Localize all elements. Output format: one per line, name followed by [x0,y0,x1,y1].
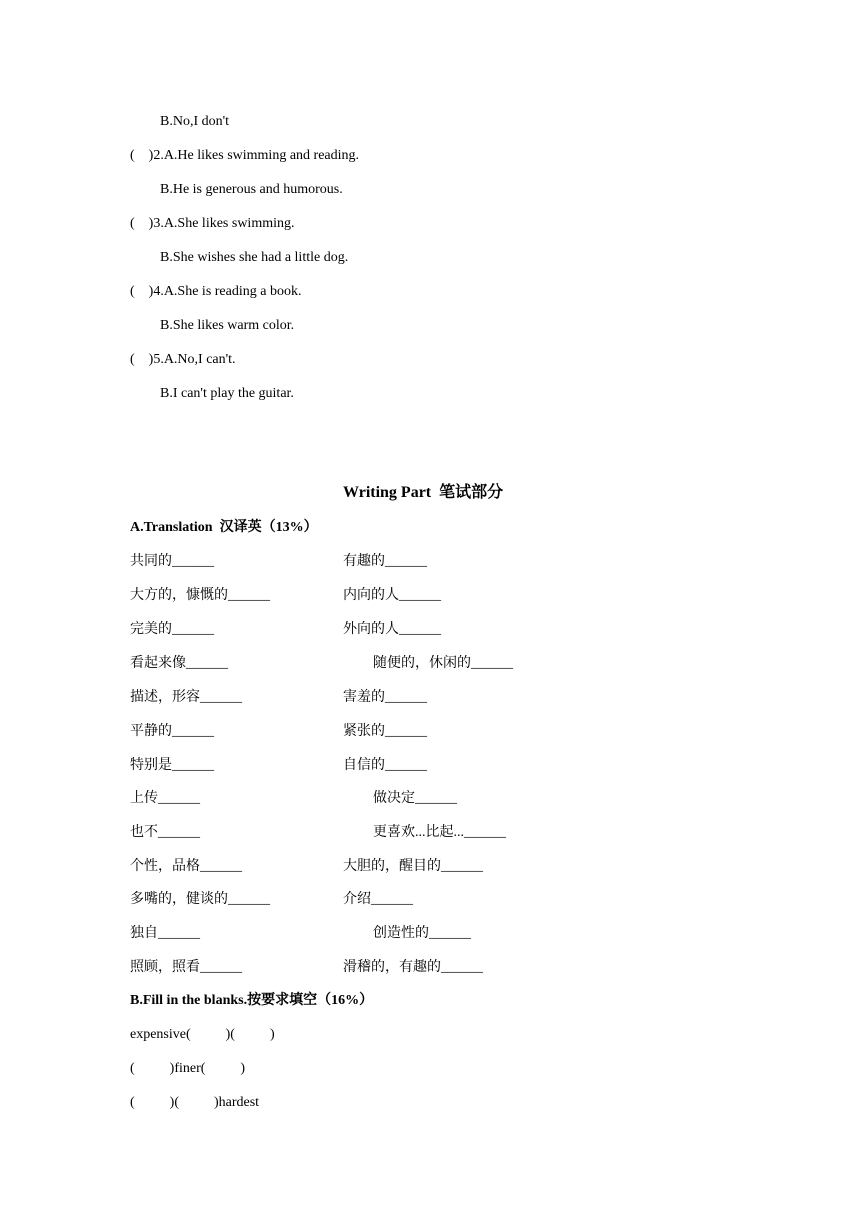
translation-item: 多嘴的，健谈的______ [130,892,270,907]
q5-option-a: ( )5.A.No,I can't. [130,352,236,367]
translation-item: 创造性的______ [373,926,471,941]
q1-option-b: B.No,I don't [160,114,230,129]
fill-blank-line: expensive( )( ) [130,1027,275,1042]
translation-item: 内向的人______ [343,588,441,603]
translation-item: 随便的，休闲的______ [373,656,513,671]
translation-item: 共同的______ [130,554,214,569]
section-b-heading: B.Fill in the blanks.按要求填空（16%） [130,993,374,1008]
translation-item: 自信的______ [343,758,427,773]
translation-item: 独自______ [130,926,200,941]
translation-item: 个性，品格______ [130,859,242,874]
translation-item: 有趣的______ [343,554,427,569]
q5-option-b: B.I can't play the guitar. [160,386,294,401]
translation-item: 外向的人______ [343,622,441,637]
q3-option-b: B.She wishes she had a little dog. [160,250,349,265]
fill-blank-line: ( )( )hardest [130,1095,260,1110]
translation-item: 上传______ [130,791,200,806]
translation-item: 特别是______ [130,758,214,773]
q2-option-b: B.He is generous and humorous. [160,182,343,197]
q4-option-b: B.She likes warm color. [160,318,295,333]
translation-item: 紧张的______ [343,724,427,739]
writing-part-title: Writing Part 笔试部分 [343,484,504,501]
translation-item: 介绍______ [343,892,413,907]
translation-item: 完美的______ [130,622,214,637]
translation-item: 害羞的______ [343,690,427,705]
q4-option-a: ( )4.A.She is reading a book. [130,284,302,299]
fill-blank-line: ( )finer( ) [130,1061,246,1076]
section-a-heading: A.Translation 汉译英（13%） [130,520,318,535]
translation-item: 也不______ [130,825,200,840]
q3-option-a: ( )3.A.She likes swimming. [130,216,295,231]
translation-item: 描述，形容______ [130,690,242,705]
q2-option-a: ( )2.A.He likes swimming and reading. [130,148,360,163]
translation-item: 更喜欢...比起...______ [373,825,506,840]
translation-item: 大胆的，醒目的______ [343,859,483,874]
translation-item: 滑稽的，有趣的______ [343,960,483,975]
translation-item: 平静的______ [130,724,214,739]
translation-item: 做决定______ [373,791,457,806]
translation-item: 看起来像______ [130,656,228,671]
translation-item: 照顾，照看______ [130,960,242,975]
translation-item: 大方的，慷慨的______ [130,588,270,603]
